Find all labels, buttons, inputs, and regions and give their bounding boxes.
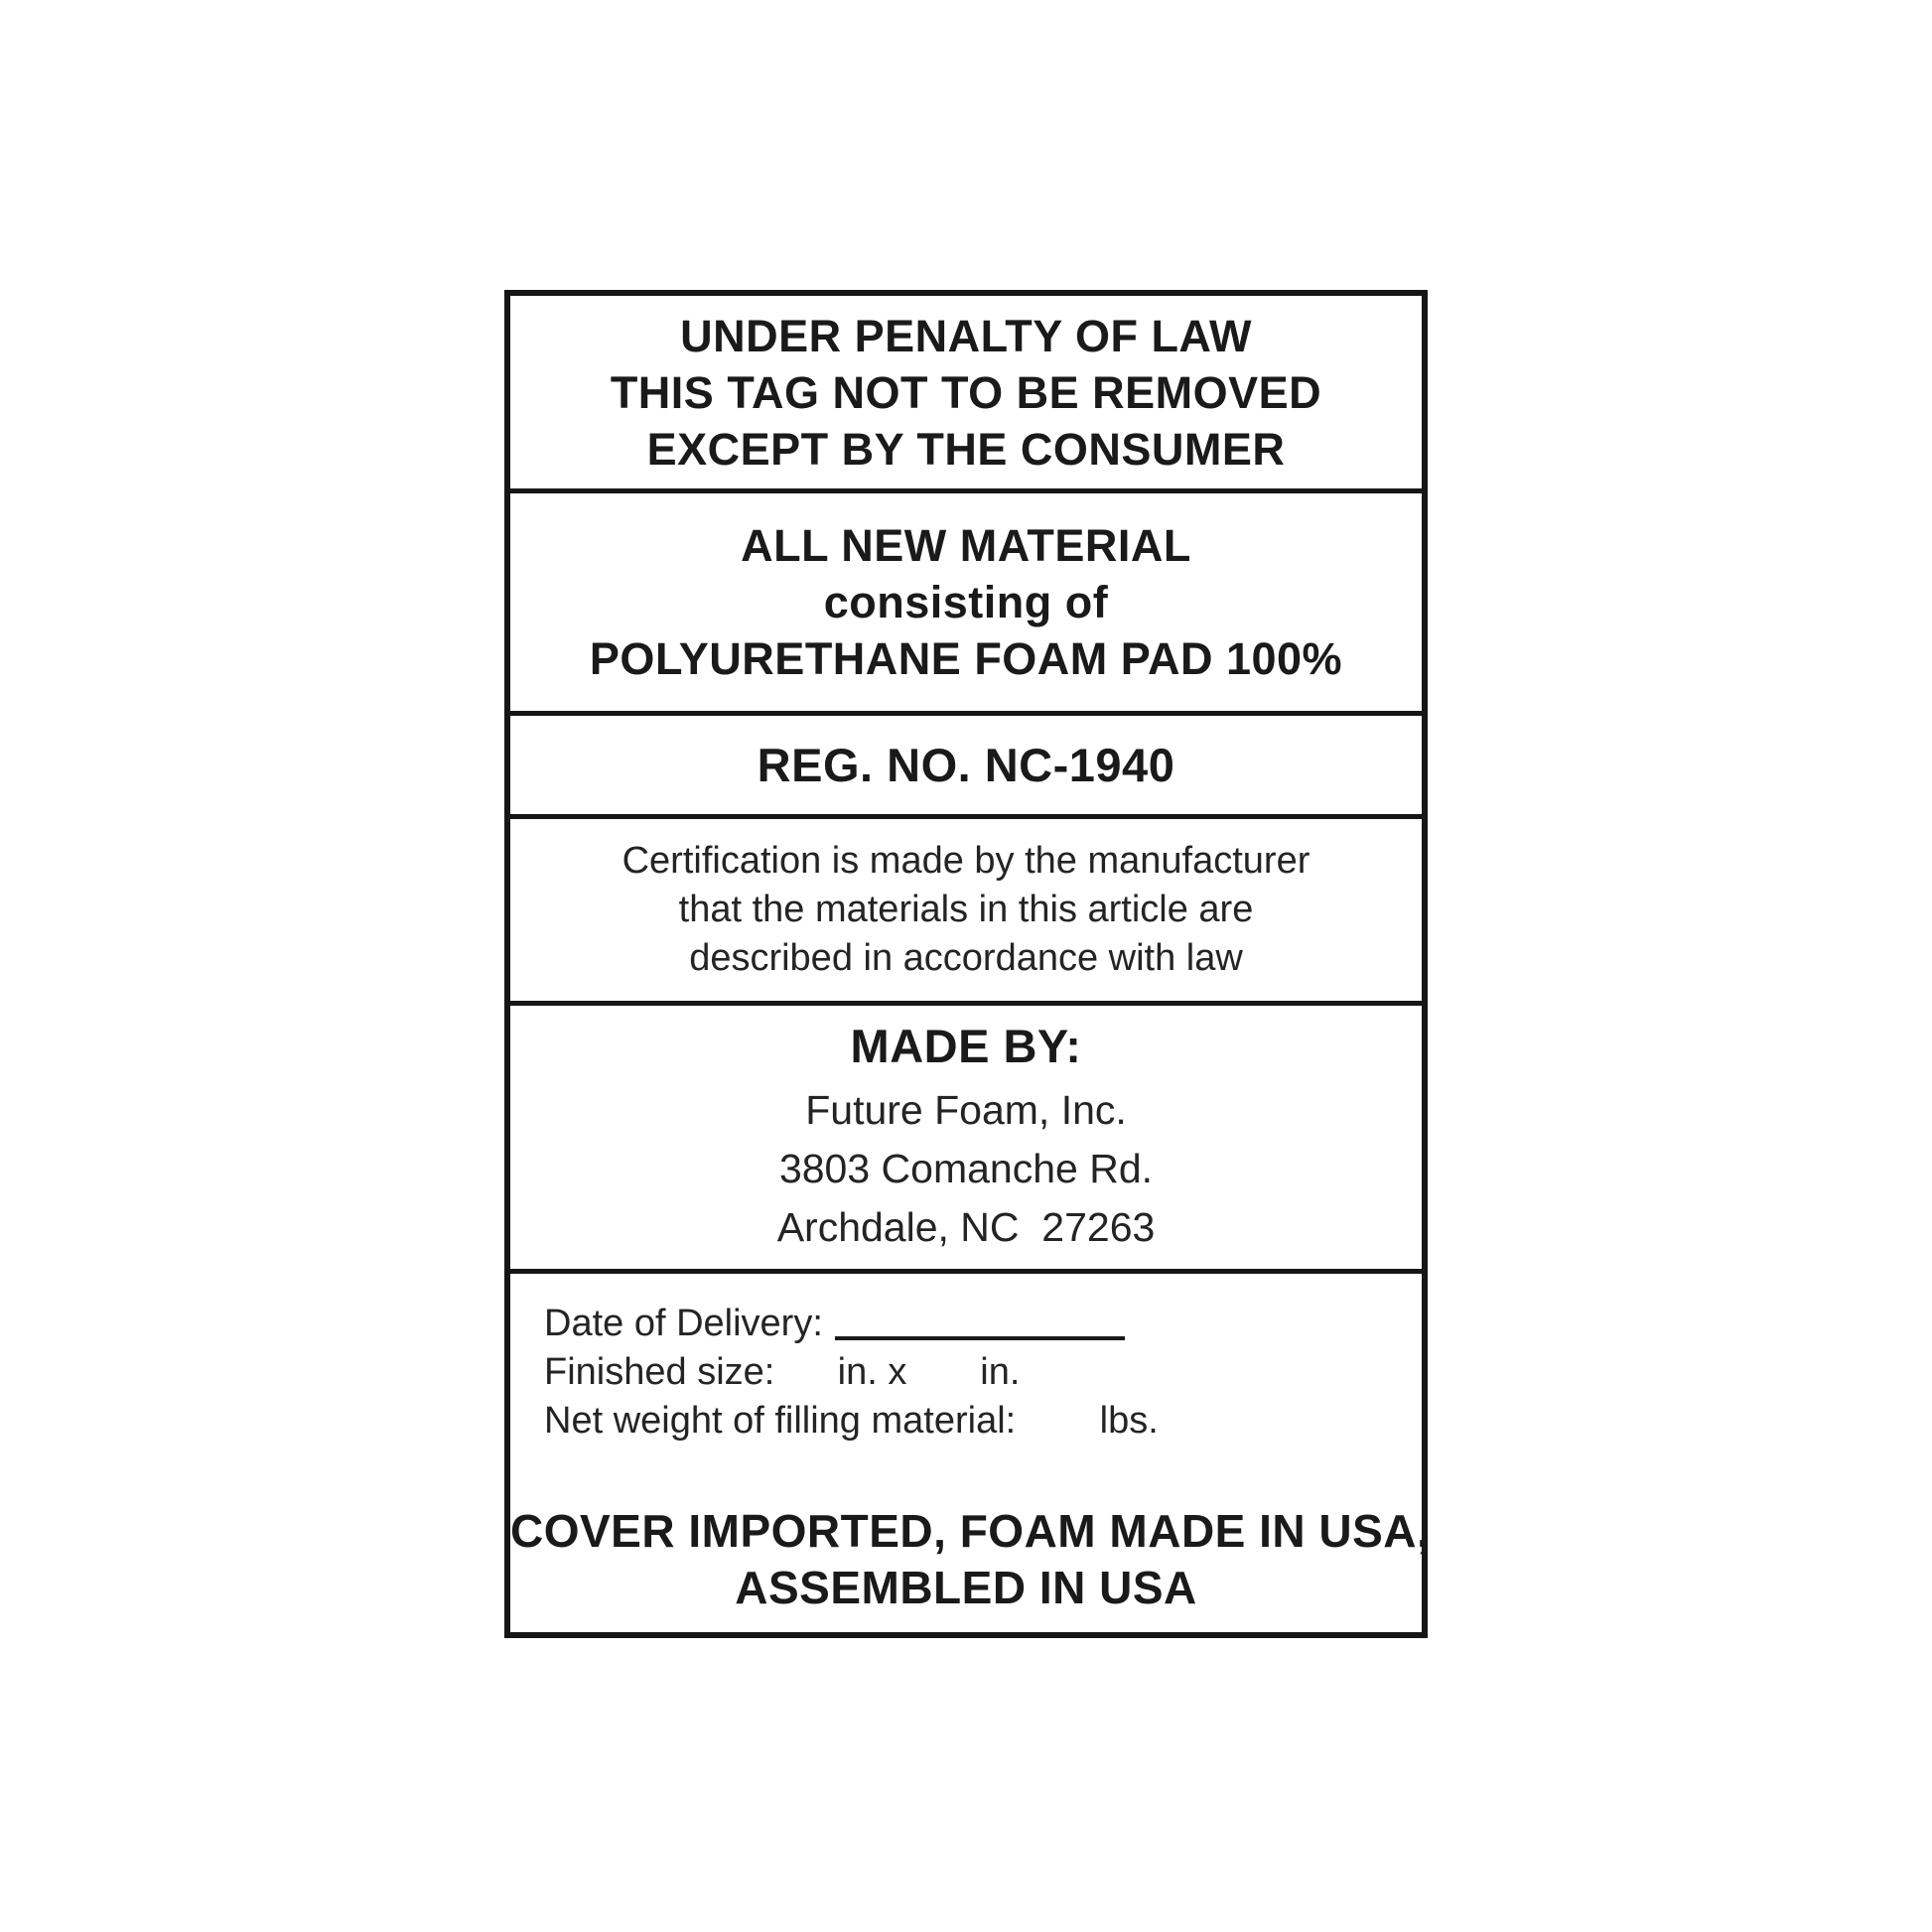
- penalty-line-1: UNDER PENALTY OF LAW: [680, 310, 1252, 361]
- section-made-by: [510, 1006, 1422, 1274]
- material-line-3: POLYURETHANE FOAM PAD 100%: [589, 633, 1343, 684]
- manufacturer-city-state-zip: Archdale, NC 27263: [776, 1204, 1156, 1250]
- material-line-2: consisting of: [823, 577, 1109, 627]
- certification-line-2: that the materials in this article are: [678, 889, 1254, 930]
- manufacturer-street: 3803 Comanche Rd.: [778, 1146, 1154, 1191]
- origin-statement: [510, 1503, 1431, 1632]
- origin-line-2: ASSEMBLED IN USA: [735, 1562, 1197, 1613]
- penalty-line-2: THIS TAG NOT TO BE REMOVED: [610, 366, 1322, 418]
- date-of-delivery-row: [544, 1300, 1394, 1348]
- net-weight-row: Net weight of filling material: lbs.: [544, 1400, 1159, 1442]
- section-delivery-details: [510, 1274, 1431, 1632]
- certification-line-1: Certification is made by the manufacturer: [621, 840, 1311, 882]
- penalty-line-3: EXCEPT BY THE CONSUMER: [646, 423, 1286, 475]
- section-penalty-notice: [510, 296, 1422, 493]
- section-material-contents: [510, 493, 1422, 716]
- date-of-delivery-blank: [835, 1335, 1125, 1340]
- law-label-tag: [504, 290, 1431, 1638]
- certification-line-3: described in accordance with law: [689, 937, 1243, 979]
- section-certification: [510, 819, 1422, 1006]
- fill-in-fields: [510, 1274, 1422, 1446]
- origin-line-1: COVER IMPORTED, FOAM MADE IN USA,: [510, 1505, 1431, 1557]
- made-by-heading: MADE BY:: [850, 1020, 1082, 1072]
- manufacturer-name: Future Foam, Inc.: [805, 1087, 1127, 1133]
- section-registration-number: [510, 716, 1422, 819]
- date-of-delivery-label: Date of Delivery:: [544, 1303, 823, 1344]
- material-line-1: ALL NEW MATERIAL: [741, 520, 1191, 571]
- finished-size-row: Finished size: in. x in.: [544, 1351, 1021, 1393]
- registration-number: REG. NO. NC-1940: [757, 738, 1175, 791]
